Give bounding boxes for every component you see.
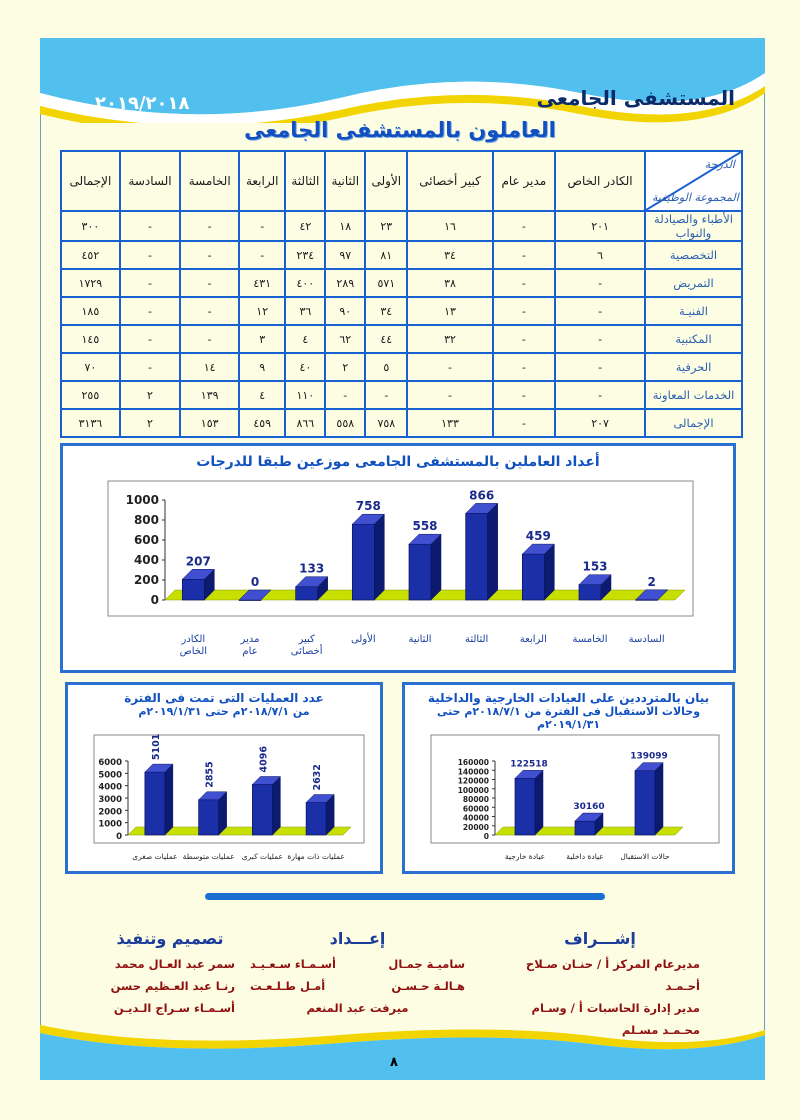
bar [296, 587, 318, 600]
row-label: المكتبية [645, 325, 742, 353]
clinics-chart-subtitle: وحالات الاستقبال فى الفترة من ٢٠١٨/٧/١م حتى ٢٠١٩/١/٣١م [436, 705, 701, 731]
category-label: الخامسة [572, 634, 608, 645]
data-label: 2632 [312, 764, 324, 791]
y-tick-label: 0 [116, 832, 122, 842]
bar [575, 821, 595, 835]
table-cell: - [493, 353, 556, 381]
corner-grade-label: الدرجة [704, 158, 735, 171]
table-cell: ٥ [365, 353, 407, 381]
table-row [61, 409, 742, 437]
table-row [61, 241, 742, 269]
table-cell: ١٧٢٩ [61, 269, 120, 297]
table-cell: - [555, 381, 645, 409]
category-label: عيادة داخلية [566, 852, 604, 861]
table-row [61, 269, 742, 297]
column-header: الإجمالى [61, 151, 120, 211]
data-label: 459 [525, 529, 551, 544]
table-header-row [61, 151, 742, 211]
table-cell: ٣٤ [407, 241, 492, 269]
table-cell: - [325, 381, 365, 409]
table-cell: ٤٢ [285, 211, 325, 241]
table-cell: ٢٨٩ [325, 269, 365, 297]
table-cell: - [493, 269, 556, 297]
bar-side [165, 764, 173, 835]
y-tick-label: 2000 [98, 807, 122, 818]
table-cell: - [555, 325, 645, 353]
table-cell: ٦٢ [325, 325, 365, 353]
design-heading: تصميم وتنفيذ [116, 929, 224, 948]
data-label: 30160 [573, 802, 605, 813]
table-cell: ١٤ [180, 353, 239, 381]
data-label: 122518 [510, 759, 548, 770]
table-cell: - [493, 325, 556, 353]
table-cell: ٢٥٥ [61, 381, 120, 409]
category-label: عمليات صغرى [132, 852, 178, 861]
category-label: عمليات متوسطة [182, 852, 235, 861]
bar-side [655, 763, 663, 835]
table-cell: ٨١ [365, 241, 407, 269]
row-label: التمريض [645, 269, 742, 297]
table-cell: - [239, 241, 285, 269]
y-tick-label: 60000 [462, 804, 489, 814]
table-cell: ٢ [120, 381, 180, 409]
page-title: العاملون بالمستشفى الجامعى [244, 118, 556, 142]
table-cell: - [180, 211, 239, 241]
data-label: 153 [582, 559, 608, 574]
y-tick-label: 160000 [457, 758, 489, 767]
y-tick-label: 3000 [98, 795, 122, 805]
table-cell: ١٨ [325, 211, 365, 241]
table-cell: ٥٥٨ [325, 409, 365, 437]
separator-bar [205, 893, 605, 900]
credit-line: أسـمـاء سـراج الـديـن [113, 1001, 235, 1015]
table-cell: - [555, 353, 645, 381]
category-label: حالات الاستقبال [620, 852, 670, 861]
footer-banner [40, 1025, 765, 1080]
y-tick-label: 80000 [462, 795, 489, 804]
table-cell: ٨٦٦ [285, 409, 325, 437]
table-row [61, 211, 742, 241]
table-cell: ٦ [555, 241, 645, 269]
table-cell: ٣٤ [365, 297, 407, 325]
row-label: الإجمالى [645, 409, 742, 437]
table-cell: - [555, 269, 645, 297]
table-cell: ١٢ [239, 297, 285, 325]
table-cell: - [493, 409, 556, 437]
table-cell: ٧٥٨ [365, 409, 407, 437]
table-cell: - [493, 211, 556, 241]
data-label: 133 [299, 561, 325, 576]
category-label: الكادر الخاص [179, 634, 208, 657]
column-header: الأولى [365, 151, 407, 211]
table-cell: ٤٠ [285, 353, 325, 381]
bar [522, 554, 544, 600]
table-cell: - [407, 353, 492, 381]
column-header: الكادر الخاص [555, 151, 645, 211]
preparation-heading: إعـــداد [329, 929, 386, 948]
grades-chart [63, 476, 733, 671]
category-label: الثانية [408, 634, 432, 645]
category-label: السادسة [628, 634, 665, 645]
y-tick-label: 0 [150, 593, 159, 607]
column-header: الثالثة [285, 151, 325, 211]
credit-line: أسـمـاء سـعـيـد [250, 957, 336, 971]
table-cell: ٩٠ [325, 297, 365, 325]
table-row [61, 325, 742, 353]
credit-line: هـالـة حـسـن [391, 979, 465, 993]
bar-side [431, 534, 441, 600]
credits-supervision [500, 925, 700, 1041]
corner-group-label: المجموعة الوظيفية [652, 191, 739, 204]
category-label: الثالثة [465, 634, 489, 645]
credit-line: أمـل طـلـعـت [250, 979, 326, 993]
y-tick-label: 140000 [457, 767, 489, 777]
data-label: 5101 [150, 733, 162, 761]
table-cell: ٣٢ [407, 325, 492, 353]
credit-line: مدير إدارة الحاسبات أ / وسـام محـمـد مسـلم [531, 1001, 700, 1037]
column-header: الثانية [325, 151, 365, 211]
table-cell: ٤ [239, 381, 285, 409]
table-cell: ٤٠٠ [285, 269, 325, 297]
table-cell: ٣٠٠ [61, 211, 120, 241]
table-cell: ١٦ [407, 211, 492, 241]
table-cell: ٢ [325, 353, 365, 381]
table-cell: - [120, 211, 180, 241]
bar [182, 579, 204, 600]
table-cell: ٢٠٧ [555, 409, 645, 437]
table-cell: ١٣ [407, 297, 492, 325]
credits-design [105, 925, 235, 1019]
table-cell: - [180, 241, 239, 269]
supervision-heading: إشـــراف [564, 929, 636, 948]
credit-line: رنـا عبد العـظيم حسن [110, 979, 235, 993]
table-cell: ٢٣٤ [285, 241, 325, 269]
category-label: عمليات ذات مهارة [287, 852, 345, 861]
table-cell: - [407, 381, 492, 409]
data-label: 207 [185, 554, 211, 569]
y-tick-label: 0 [483, 832, 489, 841]
bar [579, 585, 601, 600]
y-tick-label: 600 [133, 533, 159, 547]
grades-chart-title: أعداد العاملين بالمستشفى الجامعى موزعين طبقا للدرجات [196, 454, 600, 470]
table-cell: - [493, 297, 556, 325]
bar [199, 800, 219, 835]
data-label: 139099 [630, 751, 668, 762]
category-label: مدير عام [240, 634, 260, 657]
table-cell: ١٨٥ [61, 297, 120, 325]
data-label: 0 [250, 575, 260, 589]
table-row [61, 353, 742, 381]
clinics-chart-box [402, 682, 735, 874]
bar-side [272, 776, 280, 835]
category-label: عمليات كبرى [241, 852, 283, 861]
table-cell: ٣ [239, 325, 285, 353]
column-header: السادسة [120, 151, 180, 211]
table-cell: - [180, 269, 239, 297]
column-header: مدير عام [493, 151, 556, 211]
table-cell: - [120, 241, 180, 269]
table-row [61, 381, 742, 409]
header-year: ٢٠١٩/٢٠١٨ [95, 93, 190, 114]
y-tick-label: 1000 [125, 493, 159, 507]
bar [306, 803, 326, 835]
data-label: 758 [355, 499, 381, 514]
y-tick-label: 20000 [462, 822, 489, 832]
y-tick-label: 400 [133, 553, 159, 567]
credit-line: ميرفت عبد المنعم [306, 1001, 409, 1015]
y-tick-label: 6000 [98, 758, 122, 768]
category-label: عيادة خارجية [504, 852, 546, 861]
y-tick-label: 5000 [98, 770, 122, 781]
bar-side [374, 514, 384, 600]
data-label: 4096 [258, 746, 270, 773]
table-cell: ٧٠ [61, 353, 120, 381]
y-tick-label: 200 [133, 573, 159, 587]
table-cell: - [120, 325, 180, 353]
operations-chart-subtitle: من ٢٠١٨/٧/١م حتى ٢٠١٩/١/٣١م [138, 705, 310, 718]
table-cell: ٣١٣٦ [61, 409, 120, 437]
table-row [61, 297, 742, 325]
page-number: ٨ [390, 1055, 398, 1070]
column-header: الرابعة [239, 151, 285, 211]
bar [409, 544, 431, 600]
operations-chart [68, 727, 380, 872]
table-cell: ٤ [285, 325, 325, 353]
bar [145, 772, 165, 835]
credit-line: مديرعام المركز أ / حنـان صـلاح أحـمـد [525, 957, 700, 993]
table-cell: ١٣٩ [180, 381, 239, 409]
table-cell: ٥٧١ [365, 269, 407, 297]
table-cell: ١٥٣ [180, 409, 239, 437]
table-cell: ١٤٥ [61, 325, 120, 353]
table-cell: ٢ [120, 409, 180, 437]
y-tick-label: 40000 [462, 813, 489, 823]
data-label: 558 [412, 519, 438, 534]
table-cell: ٤٣١ [239, 269, 285, 297]
table-cell: ١٣٣ [407, 409, 492, 437]
category-label: الأولى [350, 634, 376, 645]
table-cell: - [239, 211, 285, 241]
table-cell: ٢٠١ [555, 211, 645, 241]
table-corner-cell [645, 151, 742, 211]
credit-line: ساميـة جمـال [388, 957, 465, 971]
bar-side [535, 770, 543, 835]
table-cell: - [180, 325, 239, 353]
bar [252, 784, 272, 835]
table-cell: - [120, 269, 180, 297]
table-cell: - [180, 297, 239, 325]
category-label: الرابعة [519, 634, 547, 645]
bar-side [488, 503, 498, 600]
operations-chart-box [65, 682, 383, 874]
data-label: 2 [647, 574, 656, 589]
table-cell: - [120, 353, 180, 381]
credits-preparation [250, 925, 465, 1019]
table-cell: ٩ [239, 353, 285, 381]
bar [466, 513, 488, 600]
bar [635, 771, 655, 835]
header-title: المستشفى الجامعى [536, 86, 735, 110]
operations-chart-title: عدد العمليات التى تمت فى الفترة [124, 691, 324, 705]
bar [515, 778, 535, 835]
table-cell: ٤٥٩ [239, 409, 285, 437]
row-label: التخصصية [645, 241, 742, 269]
credit-line: سمر عبد العـال محمد [114, 957, 235, 971]
y-tick-label: 120000 [457, 776, 489, 786]
clinics-chart-title: بيان بالمترددين على العيادات الخارجية والداخلية [427, 691, 710, 705]
table-cell: ٢٣ [365, 211, 407, 241]
table-cell: - [493, 381, 556, 409]
column-header: كبير أخصائى [407, 151, 492, 211]
data-label: 2855 [204, 761, 216, 788]
header-banner [40, 38, 765, 123]
table-cell: ٩٧ [325, 241, 365, 269]
staff-table [60, 150, 743, 438]
row-label: الأطباء والصيادلة والنواب [645, 211, 742, 241]
table-cell: ٣٨ [407, 269, 492, 297]
row-label: الخدمات المعاونة [645, 381, 742, 409]
table-cell: ٣٦ [285, 297, 325, 325]
category-label: كبير أخصائى [290, 634, 323, 657]
bar [352, 524, 374, 600]
row-label: الفنيـة [645, 297, 742, 325]
table-cell: ٤٥٢ [61, 241, 120, 269]
table-cell: - [555, 297, 645, 325]
y-tick-label: 800 [133, 513, 159, 527]
table-cell: - [365, 381, 407, 409]
data-label: 866 [469, 488, 495, 503]
table-cell: ١١٠ [285, 381, 325, 409]
table-cell: - [493, 241, 556, 269]
y-tick-label: 4000 [98, 782, 122, 793]
table-cell: ٤٤ [365, 325, 407, 353]
table-cell: - [120, 297, 180, 325]
clinics-chart [405, 727, 732, 872]
grades-chart-box [60, 443, 736, 673]
row-label: الحرفية [645, 353, 742, 381]
y-tick-label: 100000 [457, 785, 489, 795]
column-header: الخامسة [180, 151, 239, 211]
y-tick-label: 1000 [98, 819, 122, 830]
